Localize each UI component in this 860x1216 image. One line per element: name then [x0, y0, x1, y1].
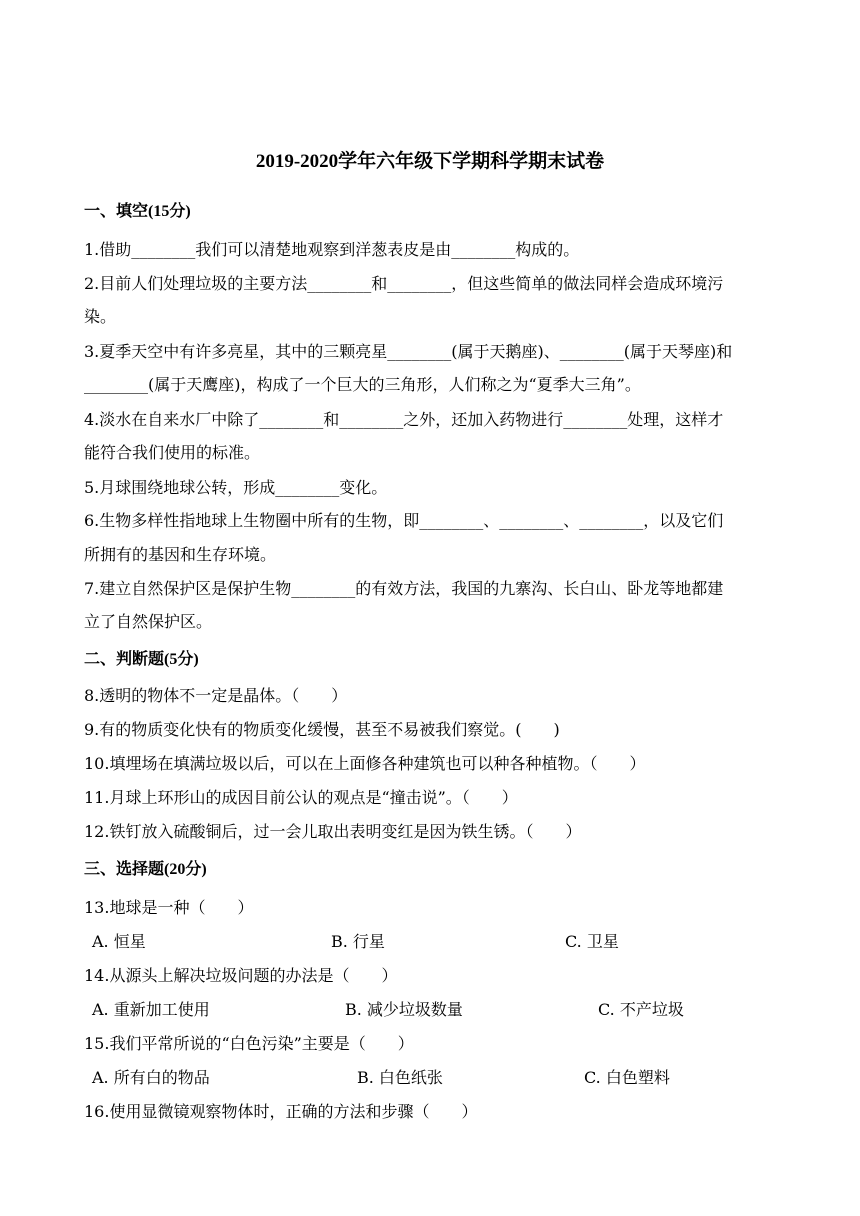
page-title: 2019-2020学年六年级下学期科学期末试卷 — [255, 151, 605, 172]
option-c: C. 白色塑料 — [584, 1068, 670, 1087]
question-line: ________(属于天鹰座)，构成了一个巨大的三角形，人们称之为“夏季大三角”。 — [84, 375, 641, 394]
option-b: B. 行星 — [331, 932, 385, 951]
question-line: 立了自然保护区。 — [84, 612, 213, 631]
option-c: C. 卫星 — [565, 932, 619, 951]
question-line: 12.铁钉放入硫酸铜后，过一会儿取出表明变红是因为铁生锈。（ ） — [84, 822, 582, 841]
question-line: 3.夏季天空中有许多亮星，其中的三颗亮星________(属于天鹅座)、________(属于天琴座)和 — [84, 342, 733, 361]
question-line: 15.我们平常所说的“白色污染”主要是（ ） — [84, 1034, 414, 1053]
question-line: 6.生物多样性指地球上生物圈中所有的生物，即________、________、________，以及它们 — [84, 511, 724, 530]
question-line: 8.透明的物体不一定是晶体。（ ） — [84, 686, 348, 705]
option-a: A. 重新加工使用 — [92, 1000, 210, 1019]
question-line: 16.使用显微镜观察物体时，正确的方法和步骤（ ） — [84, 1102, 478, 1121]
question-line: 2.目前人们处理垃圾的主要方法________和________，但这些简单的做法同样会造成环境污 — [84, 274, 724, 293]
question-line: 1.借助________我们可以清楚地观察到洋葱表皮是由________构成的。 — [84, 240, 580, 259]
option-a: A. 恒星 — [92, 932, 146, 951]
question-line: 能符合我们使用的标准。 — [84, 443, 261, 462]
option-a: A. 所有白的物品 — [92, 1068, 210, 1087]
question-line: 10.填埋场在填满垃圾以后，可以在上面修各种建筑也可以种各种植物。（ ） — [84, 754, 646, 773]
section-heading-fill: 一、填空(15分) — [84, 203, 191, 220]
question-line: 4.淡水在自来水厂中除了________和________之外，还加入药物进行________处理，这样才 — [84, 410, 724, 429]
question-line: 13.地球是一种（ ） — [84, 898, 254, 917]
option-b: B. 减少垃圾数量 — [345, 1000, 463, 1019]
section-heading-choice: 三、选择题(20分) — [84, 861, 207, 878]
question-line: 14.从源头上解决垃圾问题的办法是（ ） — [84, 966, 398, 985]
question-line: 7.建立自然保护区是保护生物________的有效方法，我国的九寨沟、长白山、卧龙等地都建 — [84, 579, 724, 598]
question-line: 5.月球围绕地球公转，形成________变化。 — [84, 478, 388, 497]
question-line: 11.月球上环形山的成因目前公认的观点是“撞击说”。（ ） — [84, 788, 518, 807]
section-heading-judge: 二、判断题(5分) — [84, 651, 199, 668]
question-line: 所拥有的基因和生存环境。 — [84, 545, 277, 564]
question-line: 9.有的物质变化快有的物质变化缓慢，甚至不易被我们察觉。( ) — [84, 720, 560, 739]
question-line: 染。 — [84, 307, 117, 326]
option-c: C. 不产垃圾 — [598, 1000, 684, 1019]
option-b: B. 白色纸张 — [357, 1068, 443, 1087]
